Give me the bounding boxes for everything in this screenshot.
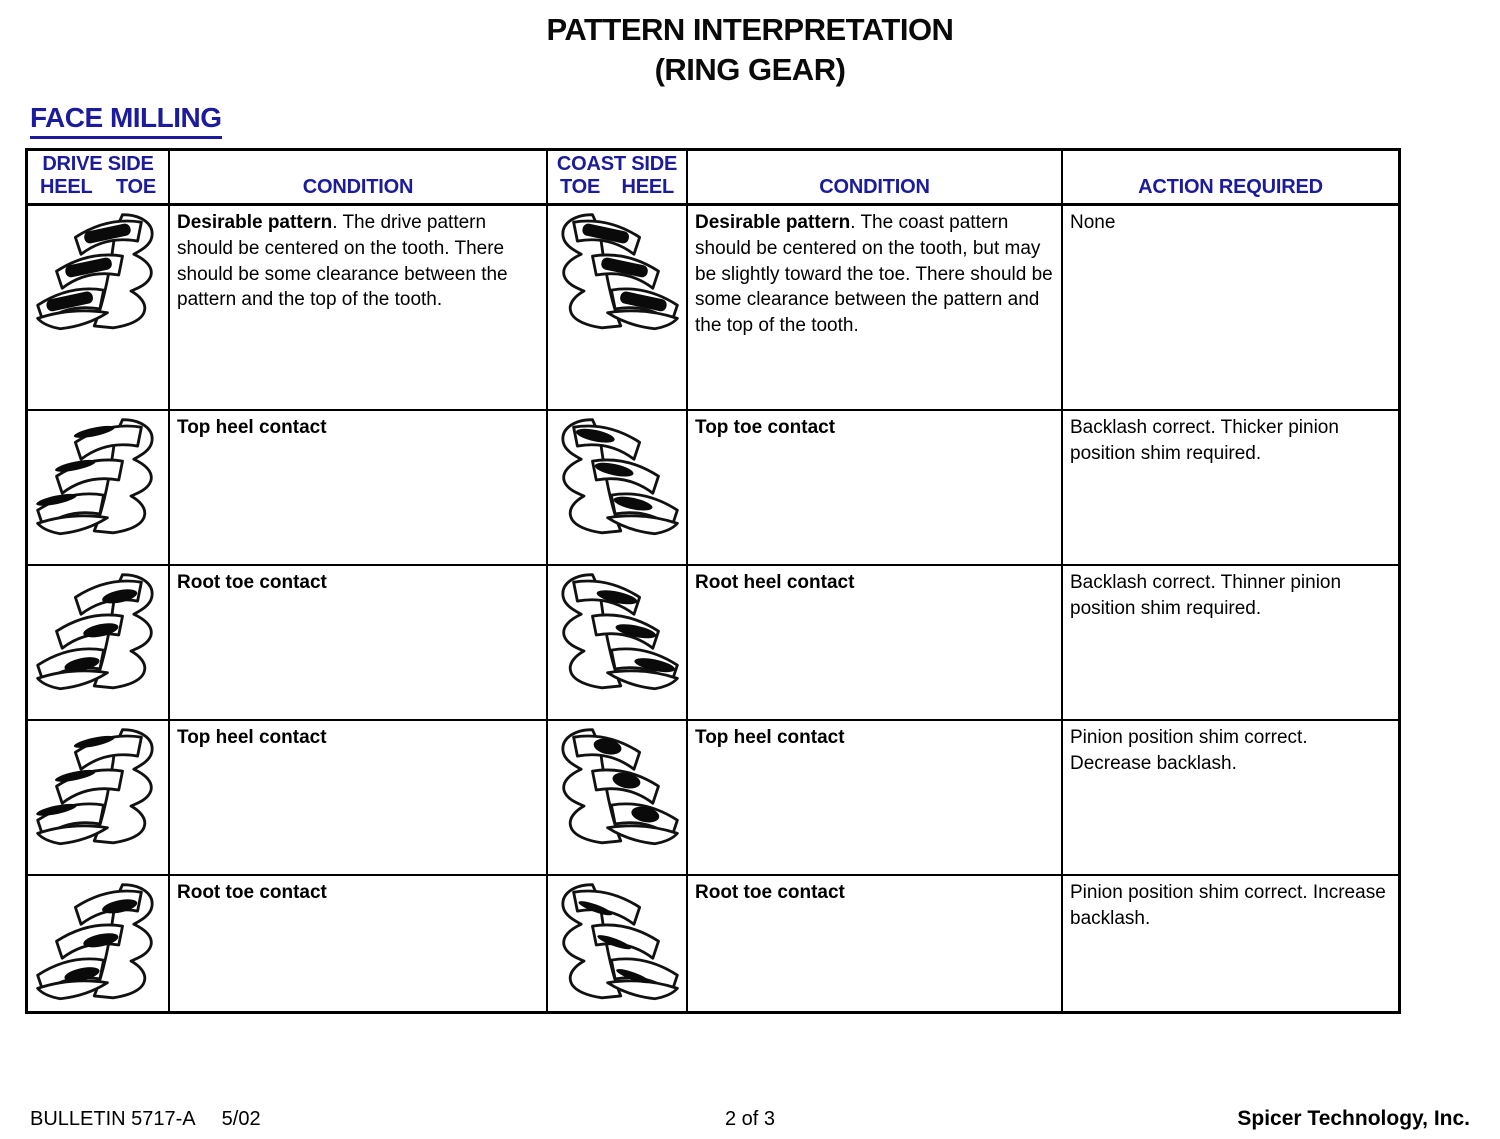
table-row-5-action: Pinion position shim correct. Increase backlash.: [1070, 882, 1386, 929]
table-row-1-drive-cell: [28, 206, 170, 411]
coast-gear-top-heel-icon: [551, 724, 683, 856]
coast-gear-top-toe-icon: [551, 414, 683, 546]
table-row-5-drive-cell: [28, 876, 170, 1011]
table-row-4-action: Pinion position shim correct. Decrease backlash.: [1063, 721, 1398, 876]
section-heading-face-milling: FACE MILLING: [30, 102, 222, 139]
drive-gear-desirable-icon: [32, 209, 164, 341]
footer-company: Spicer Technology, Inc.: [1237, 1107, 1470, 1130]
footer-bulletin: BULLETIN 5717-A 5/02: [30, 1108, 261, 1130]
table-row-2-drive-condition: Top heel contact: [170, 411, 548, 566]
page-footer: [0, 1107, 1500, 1131]
table-row-3-drive-cell: [28, 566, 170, 721]
page-title: [0, 0, 1500, 90]
table-row-1-coast-condition: Desirable pattern. The coast pattern should be centered on the tooth, but may be slightly toward the toe. There should be some clearance between the pattern and the top of the tooth.: [688, 206, 1063, 411]
table-row-3-action: Backlash correct. Thinner pinion position shim required.: [1063, 566, 1398, 721]
footer-page-number: 2 of 3: [724, 1108, 776, 1130]
coast-gear-root-heel-icon: [551, 569, 683, 701]
table-row-2-action: Backlash correct. Thicker pinion position shim required.: [1063, 411, 1398, 566]
coast-gear-desirable-icon: [551, 209, 683, 341]
page-title-line2: (RING GEAR): [654, 52, 846, 87]
table-row-2-coast-cell: [548, 411, 688, 566]
page-title-line1: PATTERN INTERPRETATION: [546, 12, 954, 47]
table-row-4-coast-condition: Top heel contact: [688, 721, 1063, 876]
table-row-3-coast-cell: [548, 566, 688, 721]
header-action-required: ACTION REQUIRED: [1063, 151, 1398, 206]
table-row-3-drive-condition: Root toe contact: [170, 566, 548, 721]
drive-gear-top-heel-icon: [32, 414, 164, 546]
table-row-2-drive-cell: [28, 411, 170, 566]
header-drive-side: [28, 151, 170, 206]
table-row-1-action: None: [1063, 206, 1398, 411]
coast-gear-root-toe-icon: [551, 879, 683, 1011]
header-coast-side-label: COAST SIDE: [556, 153, 678, 175]
table-row-4-coast-cell: [548, 721, 688, 876]
drive-gear-root-toe-icon: [32, 879, 164, 1011]
drive-gear-top-heel-icon: [32, 724, 164, 856]
drive-gear-root-toe-icon: [32, 569, 164, 701]
table-row-4-drive-cell: [28, 721, 170, 876]
header-drive-heel-label: HEEL: [40, 176, 93, 198]
table-row-3-coast-condition: Root heel contact: [688, 566, 1063, 721]
header-coast-toe-label: TOE: [560, 176, 601, 198]
header-condition-drive: CONDITION: [170, 151, 548, 206]
table-row-5-drive-condition: Root toe contact: [170, 876, 548, 1011]
table-row-1-drive-condition: Desirable pattern. The drive pattern should be centered on the tooth. There should be some clearance between the pattern and the top of the tooth.: [170, 206, 548, 411]
table-row-1-coast-cell: [548, 206, 688, 411]
table-row-5-coast-cell: [548, 876, 688, 1011]
pattern-interpretation-table: [25, 148, 1401, 1014]
table-row-2-coast-condition: Top toe contact: [688, 411, 1063, 566]
table-row-4-drive-condition: Top heel contact: [170, 721, 548, 876]
header-condition-coast: CONDITION: [688, 151, 1063, 206]
table-row-5-coast-condition: Root toe contact: [688, 876, 1063, 1011]
header-drive-side-label: DRIVE SIDE: [42, 153, 154, 175]
header-coast-side: [548, 151, 688, 206]
header-drive-toe-label: TOE: [115, 176, 156, 198]
header-coast-heel-label: HEEL: [621, 176, 674, 198]
